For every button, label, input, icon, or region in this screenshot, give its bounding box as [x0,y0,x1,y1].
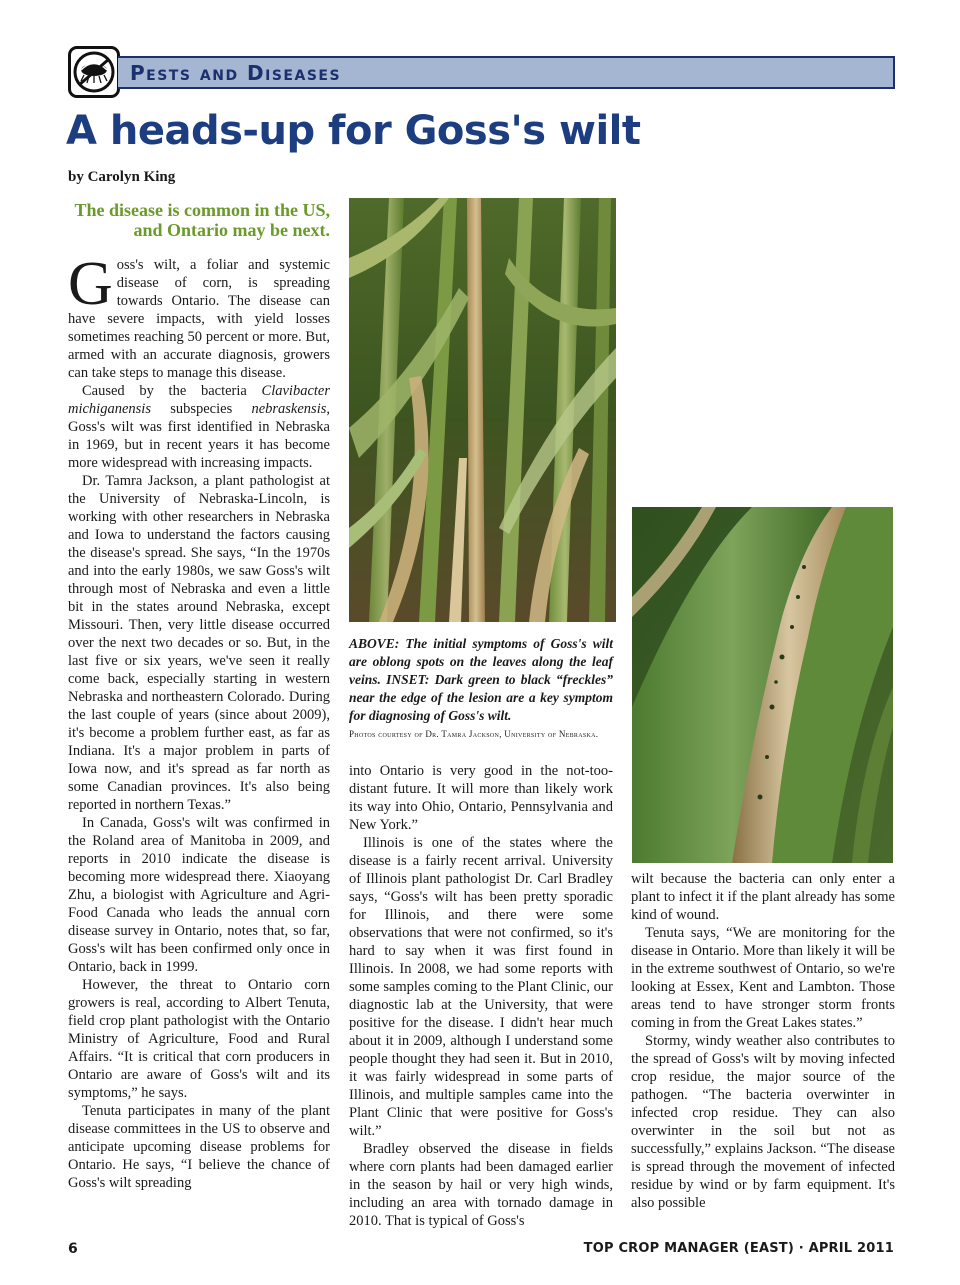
paragraph-text: Caused by the bacteria [82,383,247,399]
paragraph: In Canada, Goss's wilt was confirmed in the Roland area of Manitoba in 2009, and reports in 2010 indicate the disease is becoming more widespread there. Xiaoyang Zhu, a biologist with Agriculture and Agri-Food Canada who leads the annual corn disease survey in Ontario, notes that, so far, Goss's wilt has been confirmed only once in Ontario, back in 1999. [68,815,330,975]
byline: by Carolyn King [68,169,176,185]
deck: The disease is common in the US, and Ontario may be next. [74,200,330,240]
paragraph: Dr. Tamra Jackson, a plant pathologist at the University of Nebraska-Lincoln, is working with other researchers in Nebraska and Iowa to understand the factors causing the disease's spread. She says, “In the 1970s and into the early 1980s, we saw Goss's wilt through most of Nebraska and even a little bit in the states around Nebraska, except Missouri. Then, very little disease occurred over the next two decades or so. But, in the last five or six years, we've seen it really come back, especially starting in western Nebraska and northeastern Colorado. During the last couple of years (since about 2009), it's become a problem further east, as far as Indiana. It's a major problem in parts of Iowa now, and it's spread as far north as some Canadian provinces. It's also being reported in northern Texas.” [68,473,330,813]
paragraph: Bradley observed the disease in fields where corn plants had been damaged earlier in the season by hail or very high winds, including an area with tornado damage in 2010. That is typical of Goss's [349,1141,613,1229]
article-column-2 [349,762,613,1232]
paragraph-text: oss's wilt, a foliar and systemic disease of corn, is spreading towards Ontario. The disease can have severe impacts, with yield losses sometimes reaching 50 percent or more. But, armed with an accurate diagnosis, growers can take steps to manage this disease. [68,257,330,381]
section-label: Pests and Diseases [130,61,342,85]
paragraph: Stormy, windy weather also contributes to the spread of Goss's wilt by moving infected crop residue, the major source of the pathogen. “The bacteria overwinter in infected crop residue. They can also overwinter in the soil but not as successfully,” explains Jackson. “The disease is spread through the movement of infected residue by wind or by farm equipment. It's also possible [631,1033,895,1211]
subspecies-name: nebraskensis [251,401,327,417]
article-column-1 [68,250,330,1232]
paragraph-text: , Goss's wilt was first identified in Nebraska in 1969, but in recent years it has become more widespread with increasing impacts. [68,401,330,471]
drop-cap: G [68,250,113,318]
photo-credit: Photos courtesy of Dr. Tamra Jackson, University of Nebraska. [349,729,599,739]
paragraph [68,382,330,472]
leaf-lesion-inset-photo [622,497,900,869]
publication-footer: TOP CROP MANAGER (EAST) · APRIL 2011 [583,1241,894,1256]
paragraph: Illinois is one of the states where the disease is a fairly recent arrival. University of Illinois plant pathologist Dr. Carl Bradley says, “Goss's wilt has been pretty sporadic for Illinois, and there were some observations that were not confirmed, so it's hard to say when it was first found in Illinois. In 2008, we had some reports with some samples coming to the Plant Clinic, our diagnostic lab at the University, that were positive for the disease. I didn't hear much about it in 2009, although I understand some people thought they had seen it. But in 2010, it was fairly widespread in some parts of Illinois, and multiple samples came into the Plant Clinic that were positive for Goss's wilt.” [349,835,613,1139]
paragraph: wilt because the bacteria can only enter a plant to infect it if the plant already has some kind of wound. [631,871,895,923]
species-name: Clavibacter michiganensis [68,383,330,417]
insect-prohibited-icon [68,46,120,98]
article-column-3 [631,870,895,1232]
photo-caption: ABOVE: The initial symptoms of Goss's wilt are oblong spots on the leaves along the leaf veins. INSET: Dark green to black “freckles” near the edge of the lesion are a key symptom for diagnosing of Goss's wilt. [349,636,613,723]
paragraph: into Ontario is very good in the not-too-distant future. It will more than likely work its way into Ohio, Ontario, Pennsylvania and New York.” [349,763,613,833]
paragraph: However, the threat to Ontario corn growers is real, according to Albert Tenuta, field crop plant pathologist with the Ontario Ministry of Agriculture, Food and Rural Affairs. “It is critical that corn producers in Ontario are aware of Goss's wilt and its symptoms,” he says. [68,977,330,1101]
section-bar [118,56,895,89]
page-number: 6 [68,1241,78,1257]
section-header [68,46,895,98]
paragraph: Tenuta says, “We are monitoring for the disease in Ontario. More than likely it will be in the extreme southwest of Ontario, so we're looking at Essex, Kent and Lambton. Those areas tend to have stronger storm fronts coming in from the Great Lakes states.” [631,925,895,1031]
corn-field-photo [349,198,616,622]
paragraph: Tenuta participates in many of the plant disease committees in the US to observe and anticipate upcoming disease problems for Ontario. He says, “I believe the chance of Goss's wilt spreading [68,1103,330,1191]
article-title: A heads-up for Goss's wilt [66,108,641,154]
lead-paragraph [68,250,330,382]
paragraph-text: subspecies [170,401,233,417]
